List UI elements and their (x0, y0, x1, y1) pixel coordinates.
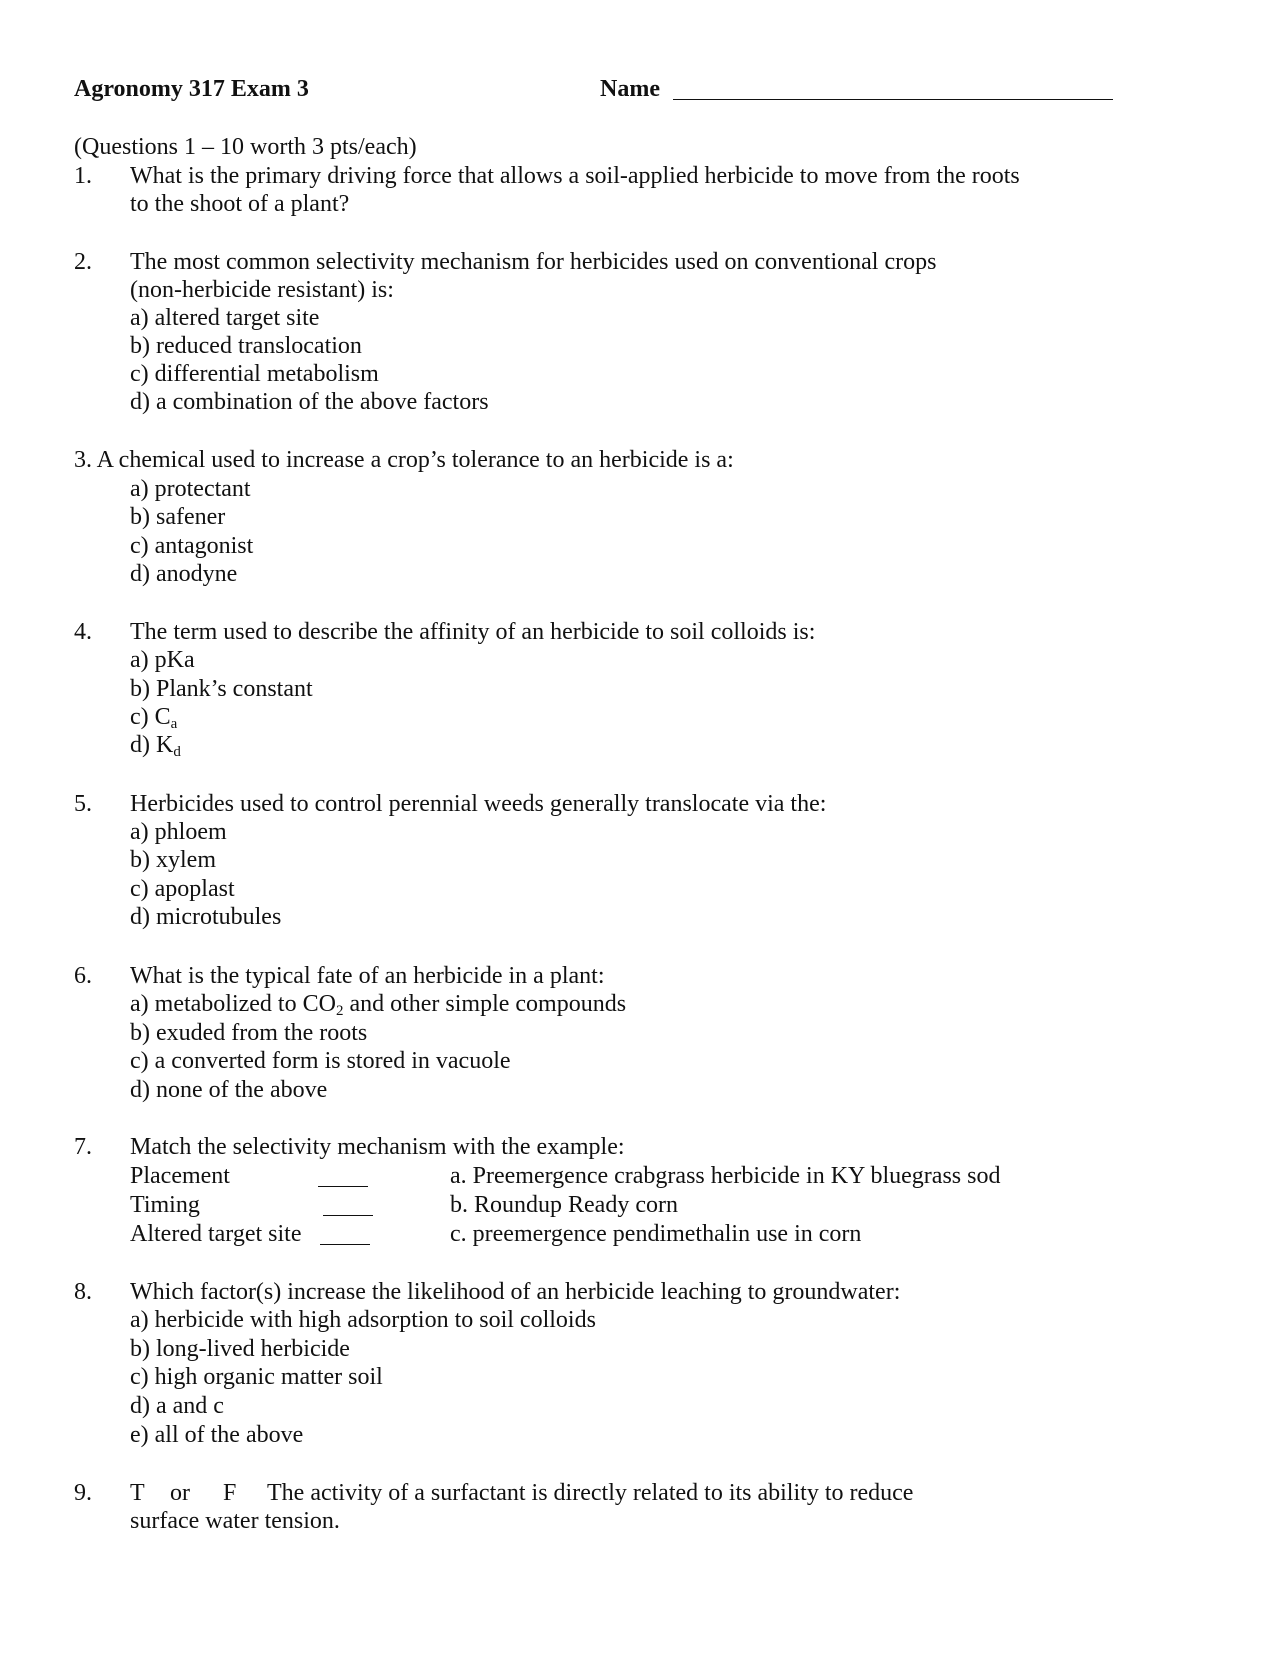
answer-option[interactable]: e) all of the above (130, 1422, 304, 1448)
answer-option[interactable]: c) differential metabolism (130, 361, 379, 387)
answer-option[interactable]: d) a and c (130, 1393, 224, 1419)
answer-option[interactable]: d) a combination of the above factors (130, 389, 489, 415)
question-text: (non-herbicide resistant) is: (130, 277, 394, 303)
option-d-text: d) K (130, 732, 174, 758)
match-example: c. preemergence pendimethalin use in corn (450, 1221, 862, 1247)
match-term: Placement (130, 1163, 230, 1189)
question-number: 6. (74, 963, 92, 989)
question-text: Match the selectivity mechanism with the example: (130, 1134, 625, 1160)
question-number: 9. (74, 1480, 92, 1506)
answer-option[interactable]: b) xylem (130, 847, 216, 873)
answer-option[interactable] (130, 731, 181, 759)
option-a-suffix: and other simple compounds (343, 991, 627, 1017)
answer-option[interactable]: a) protectant (130, 476, 251, 502)
match-term: Altered target site (130, 1221, 302, 1247)
true-option[interactable]: T (130, 1480, 145, 1506)
answer-option[interactable]: a) pKa (130, 647, 195, 673)
question-number: 2. (74, 249, 92, 275)
match-answer-blank[interactable] (320, 1222, 370, 1245)
answer-option[interactable]: c) apoplast (130, 876, 235, 902)
answer-option[interactable]: d) none of the above (130, 1077, 328, 1103)
answer-option[interactable]: b) safener (130, 504, 226, 530)
answer-option[interactable]: c) high organic matter soil (130, 1364, 383, 1390)
question-text: The activity of a surfactant is directly related to its ability to reduce (267, 1480, 914, 1506)
option-c-text: c) C (130, 704, 171, 730)
question-number: 4. (74, 619, 92, 645)
question-text: Which factor(s) increase the likelihood of an herbicide leaching to groundwater: (130, 1279, 901, 1305)
answer-option[interactable]: a) altered target site (130, 305, 320, 331)
question-text: surface water tension. (130, 1508, 340, 1534)
name-label: Name (600, 76, 660, 102)
question-text: What is the typical fate of an herbicide in a plant: (130, 963, 605, 989)
match-term: Timing (130, 1192, 200, 1218)
answer-option[interactable]: a) herbicide with high adsorption to soil colloids (130, 1307, 596, 1333)
answer-option[interactable]: b) long-lived herbicide (130, 1336, 350, 1362)
answer-option[interactable]: b) Plank’s constant (130, 676, 313, 702)
exam-title: Agronomy 317 Exam 3 (74, 76, 309, 102)
or-label: or (170, 1480, 190, 1506)
name-field[interactable] (673, 77, 1113, 100)
question-text: What is the primary driving force that allows a soil-applied herbicide to move from the roots (130, 163, 1020, 189)
answer-option[interactable] (130, 703, 177, 731)
question-text: 3. A chemical used to increase a crop’s tolerance to an herbicide is a: (74, 447, 734, 473)
points-note: (Questions 1 – 10 worth 3 pts/each) (74, 134, 417, 160)
answer-option[interactable]: b) reduced translocation (130, 333, 362, 359)
answer-option[interactable]: d) microtubules (130, 904, 282, 930)
question-number: 7. (74, 1134, 92, 1160)
match-answer-blank[interactable] (323, 1193, 373, 1216)
option-a-text: a) metabolized to CO (130, 991, 336, 1017)
option-c-subscript: a (170, 716, 178, 732)
false-option[interactable]: F (223, 1480, 237, 1506)
match-answer-blank[interactable] (318, 1164, 368, 1187)
answer-option[interactable]: b) exuded from the roots (130, 1020, 368, 1046)
answer-option[interactable]: c) a converted form is stored in vacuole (130, 1048, 511, 1074)
match-example: b. Roundup Ready corn (450, 1192, 678, 1218)
question-text: The term used to describe the affinity of an herbicide to soil colloids is: (130, 619, 816, 645)
question-text: to the shoot of a plant? (130, 191, 350, 217)
answer-option[interactable]: a) phloem (130, 819, 227, 845)
question-number: 5. (74, 791, 92, 817)
match-example: a. Preemergence crabgrass herbicide in KY bluegrass sod (450, 1163, 1001, 1189)
question-number: 8. (74, 1279, 92, 1305)
answer-option[interactable]: c) antagonist (130, 533, 254, 559)
option-d-subscript: d (173, 744, 181, 760)
question-text: Herbicides used to control perennial weeds generally translocate via the: (130, 791, 827, 817)
option-a-subscript: 2 (335, 1003, 344, 1019)
question-number: 1. (74, 163, 92, 189)
question-text: The most common selectivity mechanism for herbicides used on conventional crops (130, 249, 937, 275)
answer-option[interactable]: d) anodyne (130, 561, 238, 587)
answer-option[interactable] (130, 990, 626, 1018)
